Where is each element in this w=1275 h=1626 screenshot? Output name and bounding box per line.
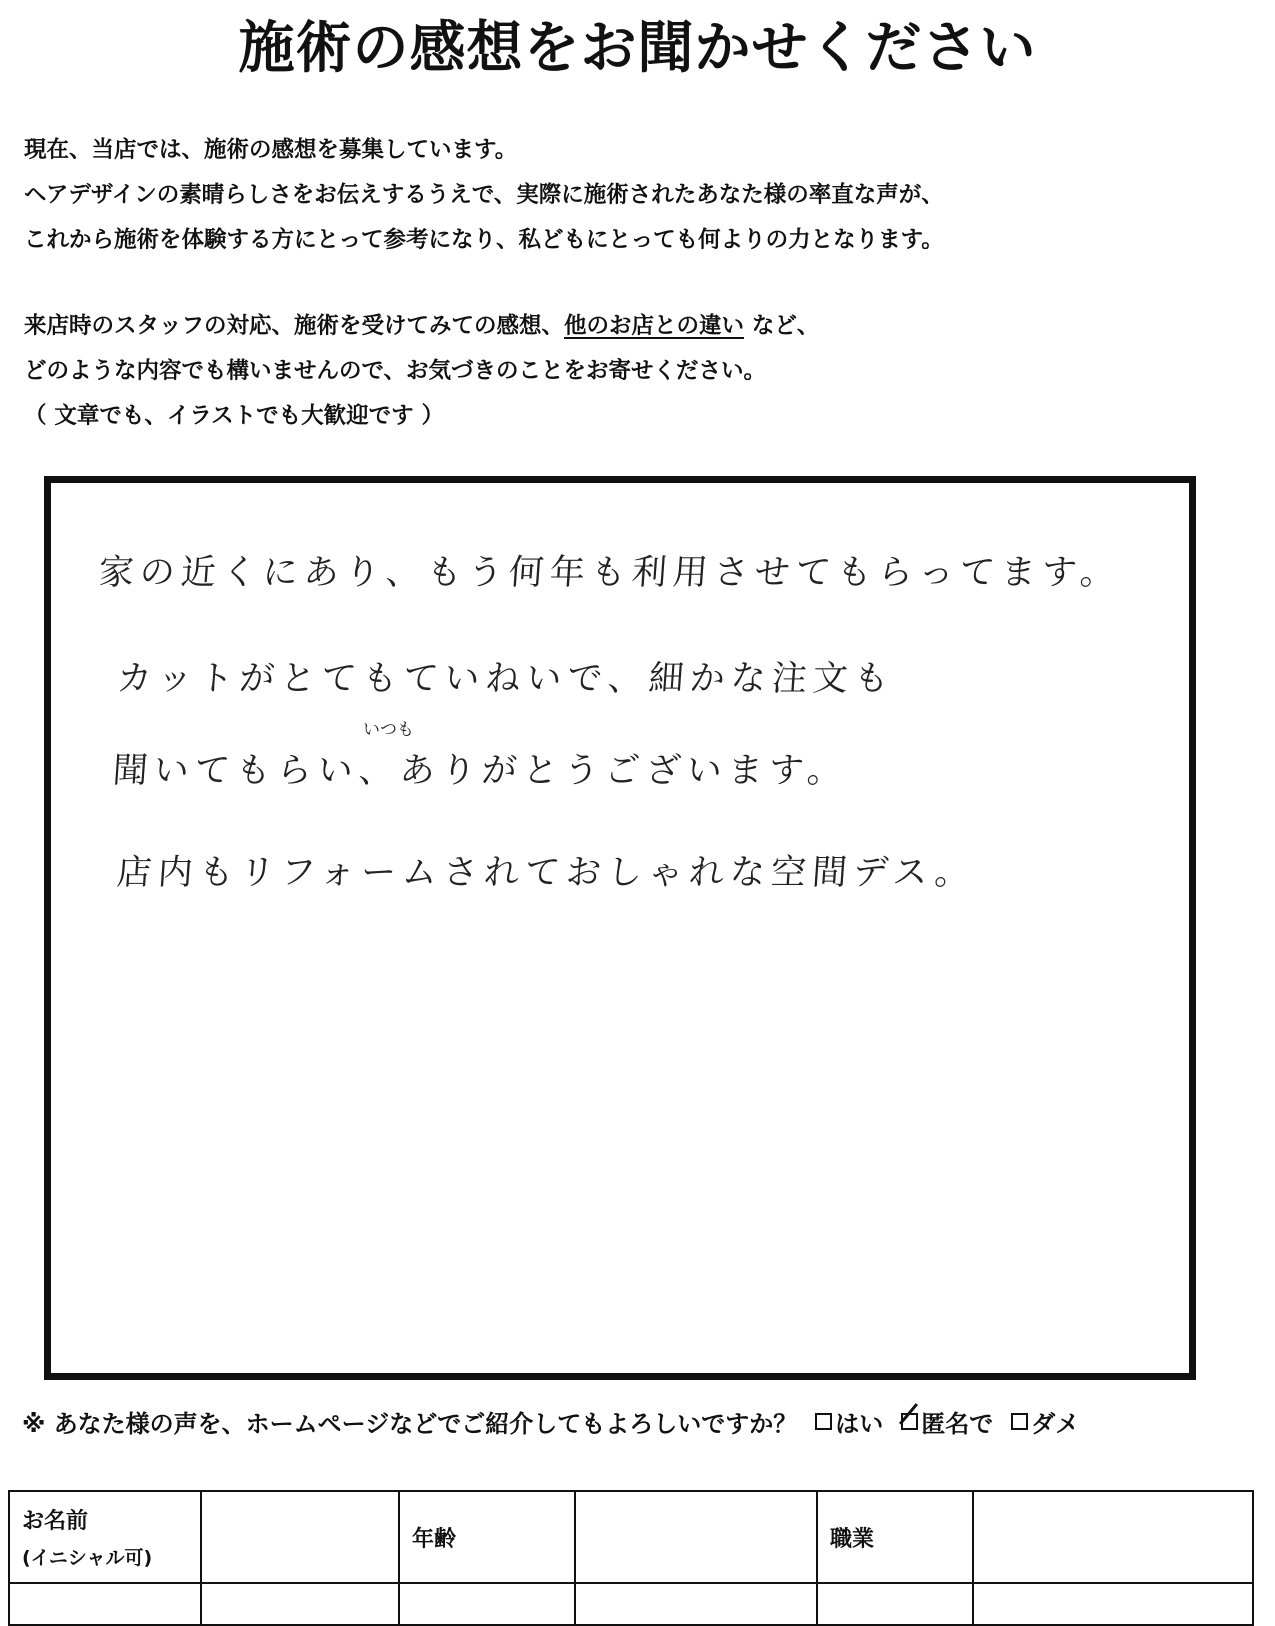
request-text: など、	[744, 313, 820, 339]
consent-question: ※ あなた様の声を、ホームページなどでご紹介してもよろしいですか？	[22, 1410, 798, 1438]
intro-paragraph	[24, 128, 944, 263]
checkbox-icon[interactable]	[1011, 1413, 1028, 1430]
request-line: どのような内容でも構いませんので、お気づきのことをお寄せください。	[24, 358, 767, 384]
handwritten-line-3: 聞いてもらい、ありがとうございます。	[111, 751, 850, 791]
table-cell[interactable]	[575, 1583, 817, 1625]
option-label: はい	[835, 1410, 884, 1438]
table-cell	[9, 1583, 201, 1625]
consent-row	[22, 1404, 1079, 1439]
handwritten-line-1: 家の近くにあり、もう何年も利用させてもらってます。	[97, 553, 1123, 593]
name-label-cell	[9, 1491, 201, 1583]
handwritten-insert: いつも	[363, 720, 414, 740]
consent-option-yes[interactable]	[815, 1404, 883, 1439]
name-label: お名前	[22, 1509, 89, 1534]
age-label: 年齢	[399, 1491, 575, 1583]
age-field[interactable]	[575, 1491, 817, 1583]
name-sublabel: (イニシャル可)	[22, 1547, 153, 1569]
info-table	[8, 1490, 1254, 1626]
table-cell[interactable]	[201, 1583, 399, 1625]
page-title: 施術の感想をお聞かせください	[238, 16, 1037, 81]
request-text: 来店時のスタッフの対応、施術を受けてみての感想、	[24, 313, 565, 339]
name-field[interactable]	[201, 1491, 399, 1583]
request-paragraph	[24, 304, 819, 439]
request-line	[24, 304, 819, 349]
consent-option-anonymous[interactable]	[901, 1404, 993, 1439]
handwritten-line-2: カットがとてもていねいで、細かな注文も	[115, 659, 897, 699]
request-line: （ 文章でも、イラストでも大歓迎です ）	[24, 403, 444, 429]
job-field[interactable]	[973, 1491, 1253, 1583]
consent-option-no[interactable]	[1011, 1404, 1079, 1439]
table-cell	[817, 1583, 973, 1625]
option-label: 匿名で	[921, 1410, 994, 1438]
job-label: 職業	[817, 1491, 973, 1583]
intro-line: ヘアデザインの素晴らしさをお伝えするうえで、実際に施術されたあなた様の率直な声が、	[24, 182, 944, 208]
option-label: ダメ	[1031, 1410, 1080, 1438]
intro-line: 現在、当店では、施術の感想を募集しています。	[24, 137, 518, 163]
table-cell	[399, 1583, 575, 1625]
checkbox-icon[interactable]	[815, 1413, 832, 1430]
handwritten-line-4: 店内もリフォームされておしゃれな空間デス。	[115, 853, 978, 893]
underlined-text: 他のお店との違い	[564, 313, 745, 339]
checked-checkbox-icon[interactable]	[901, 1413, 918, 1430]
table-cell[interactable]	[973, 1583, 1253, 1625]
intro-line: これから施術を体験する方にとって参考になり、私どもにとっても何よりの力となります。	[24, 227, 944, 253]
comment-box	[44, 476, 1196, 1380]
